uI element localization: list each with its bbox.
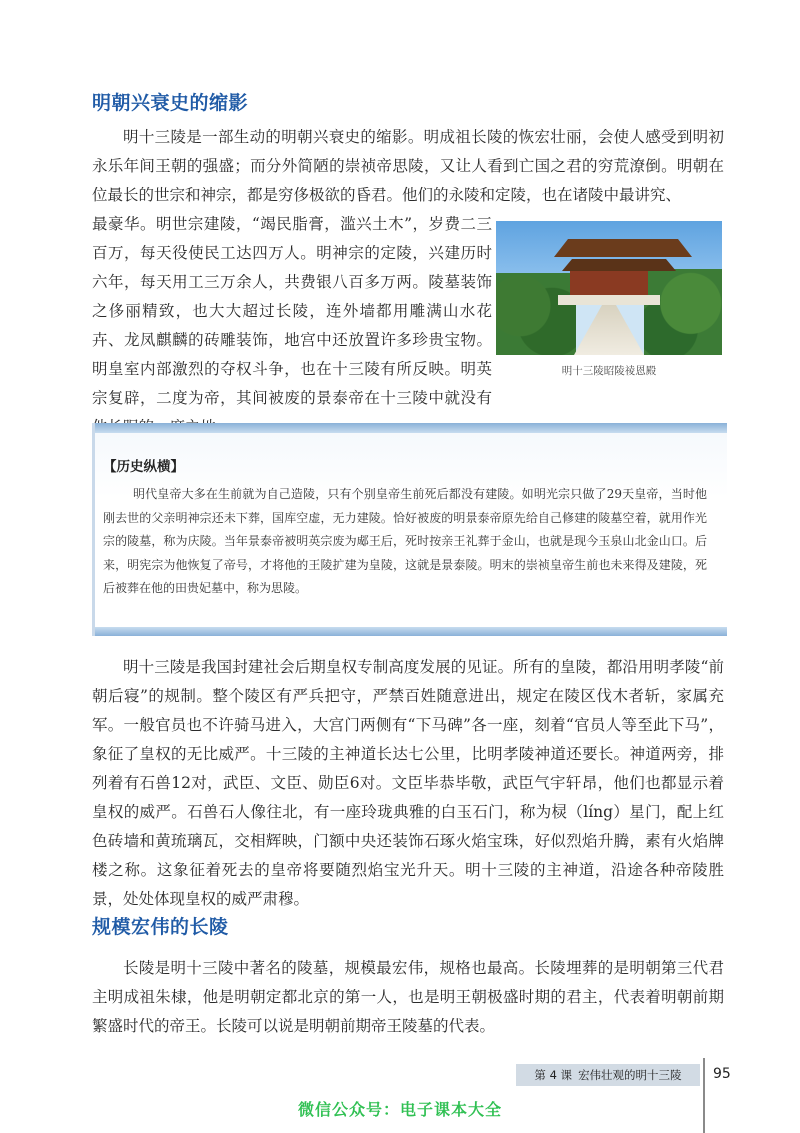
paragraph-imperial-power: 明十三陵是我国封建社会后期皇权专制高度发展的见证。所有的皇陵，都沿用明孝陵“前朝后寝”的规制。整个陵区有严兵把守，严禁百姓随意进出，规定在陵区伐木者斩，家属充军。一般官员也不许骑马进入，大宫门两侧有“下马碑”各一座，刻着“官员人等至此下马”，象征了皇权的无比威严。十三陵的主神道长达七公里，比明孝陵神道还要长。神道两旁，排列着有石兽12对，武臣、文臣、勋臣6对。文臣毕恭毕敬，武臣气宇轩昂，他们也都显示着皇权的威严。石兽石人像往北，有一座玲珑典雅的白玉石门，称为棂（líng）星门，配上红色砖墙和黄琉璃瓦，交相辉映，门额中央还装饰石琢火焰宝珠，好似烈焰升腾，素有火焰牌楼之称。这象征着死去的皇帝将要随烈焰宝光升天。明十三陵的主神道，沿途各种帝陵胜景，处处体现皇权的威严肃穆。: [92, 658, 724, 908]
box-bottom-bar: [95, 627, 727, 636]
history-box-text: 明代皇帝大多在生前就为自己造陵，只有个别皇帝生前死后都没有建陵。如明光宗只做了29天皇帝，当时他刚去世的父亲明神宗还未下葬，国库空虚，无力建陵。恰好被废的明景泰帝原先给自己修建的陵墓空着，就用作光宗的陵墓，称为庆陵。当年景泰帝被明英宗废为郕王后，死时按亲王礼葬于金山，也就是现今玉泉山北金山口。后来，明宪宗为他恢复了帝号，才将他的王陵扩建为皇陵，这就是景泰陵。明末的崇祯皇帝生前也未来得及建陵，死后被葬在他的田贵妃墓中，称为思陵。: [103, 487, 707, 595]
zhaoling-hall-photo: [496, 221, 722, 355]
paragraph-changling: 长陵是明十三陵中著名的陵墓，规模最宏伟，规格也最高。长陵埋葬的是明朝第三代君主明成祖朱棣，他是明朝定都北京的第一人，也是明王朝极盛时期的君主，代表着明朝前期繁盛时代的帝王。长陵可以说是明朝前期帝王陵墓的代表。: [92, 959, 724, 1035]
footer-lesson-title: 宏伟壮观的明十三陵: [578, 1068, 682, 1082]
section-title-changling: 规模宏伟的长陵: [92, 916, 229, 938]
footer-lesson-bar: [516, 1064, 700, 1086]
footer-divider: [703, 1058, 705, 1133]
watermark-text: 微信公众号：电子课本大全: [297, 1100, 502, 1119]
figure-zhaoling: [496, 221, 722, 378]
section-title-rise-fall: 明朝兴衰史的缩影: [92, 92, 249, 114]
paragraph-rise-fall-continued: 最豪华。明世宗建陵，“竭民脂膏，滥兴土木”，岁费二三百万，每天役使民工达四万人。明神宗的定陵，兴建历时六年，每天用工三万余人，共费银八百多万两。陵墓装饰之侈丽精致，也大大超过长陵，连外墙都用雕满山水花卉、龙凤麒麟的砖雕装饰，地宫中还放置许多珍贵宝物。明皇室内部激烈的夺权斗争，也在十三陵有所反映。明英宗复辟，二度为帝，其间被废的景泰帝在十三陵中就没有: [92, 215, 492, 407]
box-top-bar: [95, 423, 727, 433]
footer-lesson-number: 第 4 课: [534, 1068, 573, 1082]
paragraph-rise-fall-intro: 明十三陵是一部生动的明朝兴衰史的缩影。明成祖长陵的恢宏壮丽，会使人感受到明初永乐年间王朝的强盛；而分外简陋的崇祯帝思陵，又让人看到亡国之君的穷荒潦倒。明朝在位最长的世宗和神宗，都是穷侈极欲的昏君。他们的永陵和定陵，也在诸陵中最讲究、: [92, 128, 724, 204]
figure-caption: 明十三陵昭陵祾恩殿: [561, 365, 657, 377]
page-number: 95: [713, 1066, 731, 1082]
history-sidebar-box: [92, 423, 727, 636]
history-box-title: 【历史纵横】: [103, 459, 184, 475]
